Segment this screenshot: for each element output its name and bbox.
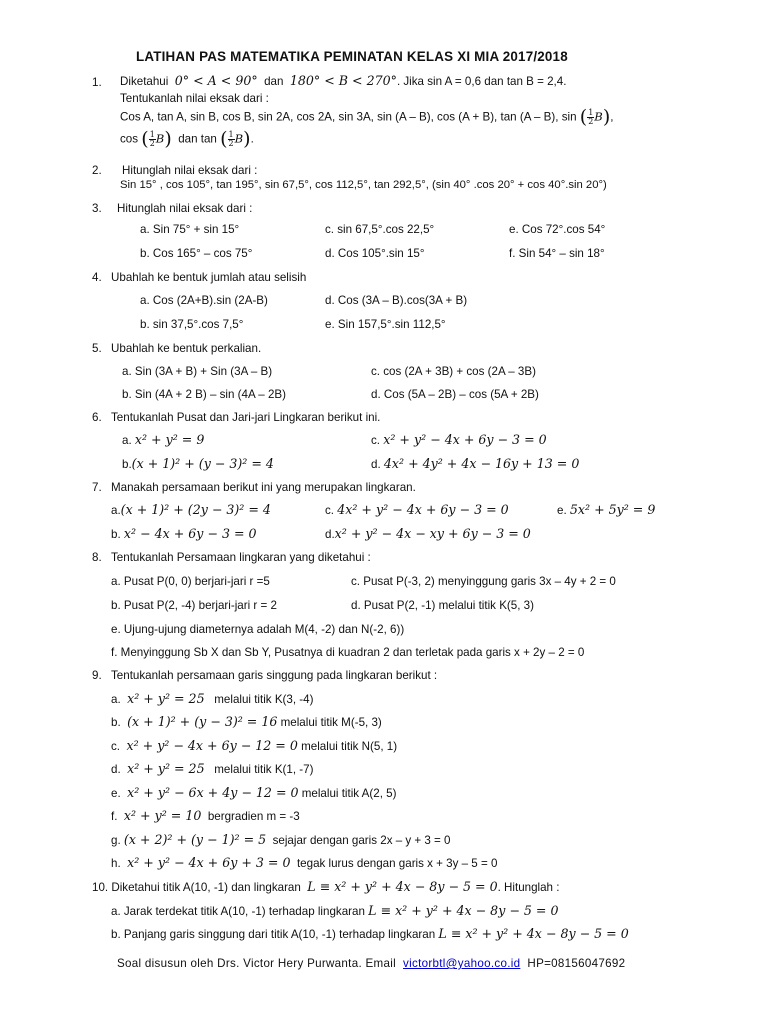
q8-item-d: d. Pusat P(2, -1) melalui titik K(5, 3) [351,599,534,612]
q6-item-b: b.(x + 1)² + (y − 3)² = 4 [122,456,274,471]
q3-item-a: a. Sin 75° + sin 15° [140,223,240,236]
q7-item-c: c. 4x² + y² − 4x + 6y − 3 = 0 [325,502,509,517]
q3-item-d: d. Cos 105°.sin 15° [325,247,425,260]
q6-item-d: d. 4x² + 4y² + 4x − 16y + 13 = 0 [371,456,580,471]
q7-number: 7. [92,481,102,494]
q1-condition-a: 0° < A < 90° [174,73,258,88]
q5-number: 5. [92,342,102,355]
q8-item-f: f. Menyinggung Sb X dan Sb Y, Pusatnya di kuadran 2 dan terletak pada garis x + 2y – 2 = 0 [111,646,585,659]
q10-intro: 10. Diketahui titik A(10, -1) dan lingkaran L ≡ x² + y² + 4x − 8y − 5 = 0. Hitunglah : [92,879,560,894]
q8-prompt: Tentukanlah Persamaan lingkaran yang diketahui : [111,551,371,564]
q8-item-e: e. Ujung-ujung diameternya adalah M(4, -2) dan N(-2, 6)) [111,623,405,636]
q5-item-a: a. Sin (3A + B) + Sin (3A – B) [122,365,273,378]
q4-prompt: Ubahlah ke bentuk jumlah atau selisih [111,271,307,284]
q8-item-b: b. Pusat P(2, -4) berjari-jari r = 2 [111,599,277,612]
q3-item-c: c. sin 67,5°.cos 22,5° [325,223,435,236]
q2-number: 2. [92,164,102,177]
q9-item: e. x² + y² − 6x + 4y − 12 = 0 melalui titik A(2, 5) [111,785,397,800]
q10-item-b: b. Panjang garis singgung dari titik A(10, -1) terhadap lingkaran L ≡ x² + y² + 4x − 8y − 5 = 0 [111,926,629,941]
q6-number: 6. [92,411,102,424]
q10-item-a: a. Jarak terdekat titik A(10, -1) terhadap lingkaran L ≡ x² + y² + 4x − 8y − 5 = 0 [111,903,559,918]
q1-list-cont: cos ( $\frac{1}{2}$ B) dan tan ( $\frac{1}{2}$ B). [120,128,254,150]
q4-number: 4. [92,271,102,284]
q3-item-e: e. Cos 72°.cos 54° [509,223,606,236]
q5-item-b: b. Sin (4A + 2 B) – sin (4A – 2B) [122,388,287,401]
q5-prompt: Ubahlah ke bentuk perkalian. [111,342,262,355]
q4-item-e: e. Sin 157,5°.sin 112,5° [325,318,446,331]
q3-prompt: Hitunglah nilai eksak dari : [117,202,253,215]
q1-condition-b: 180° < B < 270° [289,73,397,88]
q7-item-a: a.(x + 1)² + (2y − 3)² = 4 [111,502,271,517]
q9-item: d. x² + y² = 25 melalui titik K(1, -7) [111,761,314,776]
q9-item: f. x² + y² = 10 bergradien m = -3 [111,808,300,823]
q1-prompt: Tentukanlah nilai eksak dari : [120,92,269,105]
q8-number: 8. [92,551,102,564]
q3-item-b: b. Cos 165° – cos 75° [140,247,253,260]
q5-item-c: c. cos (2A + 3B) + cos (2A – 3B) [371,365,536,378]
q5-item-d: d. Cos (5A – 2B) – cos (5A + 2B) [371,388,539,401]
q9-item: b. (x + 1)² + (y − 3)² = 16 melalui titik M(-5, 3) [111,714,382,729]
q10-circle-equation: L ≡ x² + y² + 4x − 8y − 5 = 0 [307,879,498,894]
q1-number: 1. [92,76,102,89]
q8-item-c: c. Pusat P(-3, 2) menyinggung garis 3x – 4y + 2 = 0 [351,575,616,588]
q1-list: Cos A, tan A, sin B, cos B, sin 2A, cos 2A, sin 3A, sin (A – B), cos (A + B), tan (A – B), sin ( $\frac{1}{2}$ B), [120,106,614,128]
q1-given: Diketahui 0° < A < 90° dan 180° < B < 270°. Jika sin A = 0,6 dan tan B = 2,4. [120,73,567,88]
q9-number: 9. [92,669,102,682]
q7-item-e: e. 5x² + 5y² = 9 [557,502,656,517]
q2-prompt: Hitunglah nilai eksak dari : [122,164,258,177]
q4-item-a: a. Cos (2A+B).sin (2A-B) [140,294,268,307]
q7-item-d: d.x² + y² − 4x − xy + 6y − 3 = 0 [325,526,531,541]
q9-item: c. x² + y² − 4x + 6y − 12 = 0 melalui titik N(5, 1) [111,738,398,753]
footer-phone: HP=08156047692 [527,957,626,970]
page-title: LATIHAN PAS MATEMATIKA PEMINATAN KELAS XI MIA 2017/2018 [136,49,568,64]
q3-number: 3. [92,202,102,215]
q2-list: Sin 15° , cos 105°, tan 195°, sin 67,5°, cos 112,5°, tan 292,5°, (sin 40° .cos 20° + cos 40°.sin 20°) [120,179,607,191]
footer-email-link[interactable]: victorbtl@yahoo.co.id [403,957,521,970]
footer-credit: Soal disusun oleh Drs. Victor Hery Purwanta. Email victorbtl@yahoo.co.id HP=08156047692 [117,957,626,970]
q9-item: g. (x + 2)² + (y − 1)² = 5 sejajar dengan garis 2x – y + 3 = 0 [111,832,451,847]
q9-item: h. x² + y² − 4x + 6y + 3 = 0 tegak lurus dengan garis x + 3y – 5 = 0 [111,855,498,870]
q4-item-b: b. sin 37,5°.cos 7,5° [140,318,244,331]
q6-prompt: Tentukanlah Pusat dan Jari-jari Lingkaran berikut ini. [111,411,381,424]
q7-item-b: b. x² − 4x + 6y − 3 = 0 [111,526,257,541]
q8-item-a: a. Pusat P(0, 0) berjari-jari r =5 [111,575,270,588]
q7-prompt: Manakah persamaan berikut ini yang merupakan lingkaran. [111,481,416,494]
q9-prompt: Tentukanlah persamaan garis singgung pada lingkaran berikut : [111,669,438,682]
q6-item-a: a. x² + y² = 9 [122,432,205,447]
q9-item: a. x² + y² = 25 melalui titik K(3, -4) [111,691,314,706]
q3-item-f: f. Sin 54° – sin 18° [509,247,605,260]
q4-item-d: d. Cos (3A – B).cos(3A + B) [325,294,468,307]
q6-item-c: c. x² + y² − 4x + 6y − 3 = 0 [371,432,547,447]
